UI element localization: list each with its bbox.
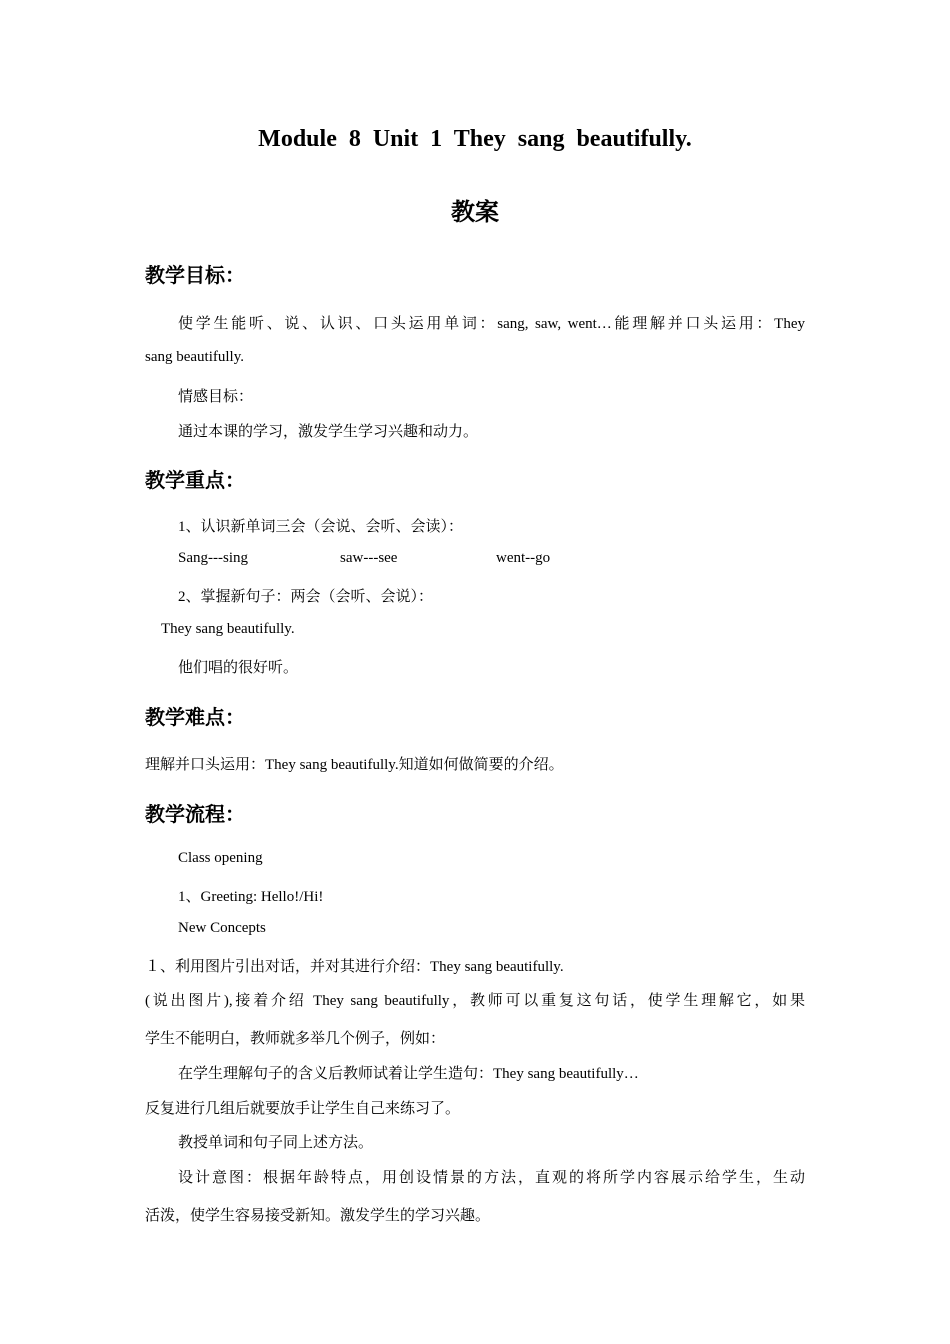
- process-line-7: 在学生理解句子的含义后教师试着让学生造句：They sang beautifully…: [178, 1066, 639, 1082]
- process-line-5: [145, 989, 805, 1010]
- section-heading-difficulties: 教学难点：: [145, 705, 245, 729]
- difficulties-line-1: 理解并口头运用：They sang beautifully.知道如何做简要的介绍。: [145, 757, 564, 773]
- key-points-word-1: Sang---sing: [178, 550, 248, 566]
- process-line-11: 活泼，使学生容易接受新知。激发学生的学习兴趣。: [145, 1208, 491, 1224]
- objectives-line-3: 情感目标：: [178, 389, 254, 405]
- process-line-6: 学生不能明白，教师就多举几个例子，例如：: [145, 1031, 446, 1047]
- process-line-10: [178, 1166, 805, 1187]
- section-heading-objectives: 教学目标：: [145, 263, 245, 287]
- document-title: Module 8 Unit 1 They sang beautifully.: [258, 126, 692, 152]
- process-line-3: New Concepts: [178, 920, 266, 936]
- objectives-line-2: sang beautifully.: [145, 349, 245, 365]
- key-points-word-2: saw---see: [340, 550, 398, 566]
- key-points-line-4: They sang beautifully.: [161, 621, 295, 637]
- process-line-9: 教授单词和句子同上述方法。: [178, 1135, 374, 1151]
- process-line-8: 反复进行几组后就要放手让学生自己来练习了。: [145, 1101, 461, 1117]
- key-points-word-3: went--go: [496, 550, 551, 566]
- document-subtitle: 教案: [451, 198, 499, 226]
- process-line-1: Class opening: [178, 850, 263, 866]
- process-line-5-text: (说出图片),接着介绍 They sang beautifully，教师可以重复这句话，使学生理解它，如果: [145, 993, 805, 1009]
- objectives-line-1: [178, 312, 805, 333]
- process-line-2: 1、Greeting: Hello!/Hi!: [178, 889, 324, 905]
- section-heading-process: 教学流程：: [145, 802, 245, 826]
- key-points-line-1: 1、认识新单词三会（会说、会听、会读）：: [178, 519, 464, 535]
- process-line-4: １、利用图片引出对话，并对其进行介绍：They sang beautifully.: [145, 959, 564, 975]
- section-heading-key-points: 教学重点：: [145, 468, 245, 492]
- objectives-line-4: 通过本课的学习，激发学生学习兴趣和动力。: [178, 424, 479, 440]
- process-line-10-text: 设计意图：根据年龄特点，用创设情景的方法，直观的将所学内容展示给学生，生动: [178, 1170, 805, 1186]
- objectives-line-1-text: 使学生能听、说、认识、口头运用单词：sang, saw, went…能理解并口头运用：They: [178, 316, 805, 332]
- key-points-line-5: 他们唱的很好听。: [178, 660, 299, 676]
- key-points-line-3: 2、掌握新句子：两会（会听、会说）：: [178, 589, 434, 605]
